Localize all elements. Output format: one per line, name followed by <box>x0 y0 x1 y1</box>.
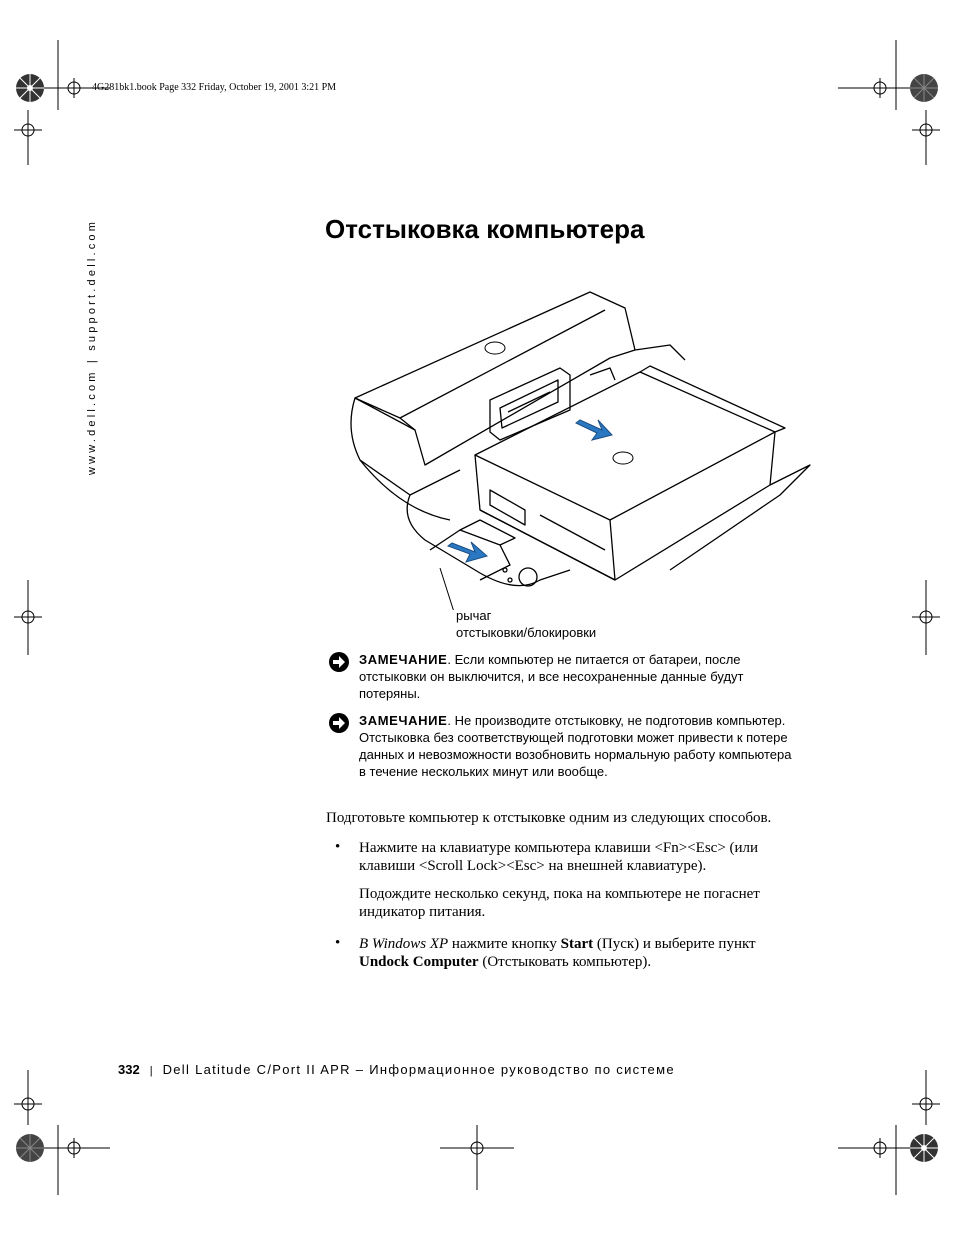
bullet-item-2-text-c: (Отстыковать компьютер). <box>478 954 652 970</box>
registration-rosette-top-left <box>15 73 45 103</box>
notice-arrow-icon <box>328 712 350 734</box>
notice-label: ЗАМЕЧАНИЕ <box>359 713 448 728</box>
notice-arrow-icon <box>328 651 350 673</box>
bullet-marker: • <box>335 839 341 855</box>
footer-title: Dell Latitude C/Port II APR – Информационное руководство по системе <box>162 1062 675 1077</box>
side-url: www.dell.com | support.dell.com <box>86 218 98 475</box>
bullet-item-2 <box>359 935 789 971</box>
registration-rosette-top-right <box>909 73 939 103</box>
notice-2: ЗАМЕЧАНИЕ. Не производите отстыковку, не подготовив компьютер. Отстыковка без соответствующей подготовки может привести к потере данных и невозможности возобновить нормальную работу компьютера в течение нескольких минут или вообще. <box>328 712 798 780</box>
page-title: Отстыковка компьютера <box>325 214 645 244</box>
bullet-item-1: Нажмите на клавиатуре компьютера клавиши <Fn><Esc> (или клавиши <Scroll Lock><Esc> на внешней клавиатуре). <box>359 840 759 874</box>
start-label: Start <box>560 936 594 952</box>
undocking-illustration <box>340 280 815 610</box>
lever-callout-line1: рычаг <box>456 608 492 623</box>
bullet-item-2-text-b: (Пуск) и выберите пункт <box>593 936 756 952</box>
page-number: 332 <box>118 1062 140 1077</box>
lever-callout <box>456 607 596 641</box>
bullet-item-1-subtext: Подождите несколько секунд, пока на компьютере не погаснет индикатор питания. <box>359 886 760 920</box>
notice-text: Не производите отстыковку, не подготовив компьютер. Отстыковка без соответствующей подготовки может привести к потере данных и невозможности возобновить нормальную работу компьютера в течение нескольких минут или вообще. <box>359 713 792 779</box>
registration-rosette-bottom-left <box>15 1133 45 1163</box>
registration-rosette-bottom-right <box>909 1133 939 1163</box>
print-file-header: 4G281bk1.book Page 332 Friday, October 19, 2001 3:21 PM <box>92 82 337 93</box>
notice-text: Если компьютер не питается от батареи, после отстыковки он выключится, и все несохраненные данные будут потеряны. <box>359 652 744 701</box>
bullet-marker: • <box>335 935 341 951</box>
intro-paragraph: Подготовьте компьютер к отстыковке одним из следующих способов. <box>326 810 772 826</box>
footer-separator: | <box>149 1065 153 1077</box>
lever-callout-line2: отстыковки/блокировки <box>456 625 597 640</box>
bullet-item-2-text-a: нажмите кнопку <box>448 936 561 952</box>
undock-computer-label: Undock Computer <box>359 954 479 970</box>
page-footer <box>118 1062 675 1077</box>
notice-label: ЗАМЕЧАНИЕ <box>359 652 448 667</box>
bullet-item-2-italic: В Windows XP <box>359 936 449 952</box>
notice-1: ЗАМЕЧАНИЕ. Если компьютер не питается от батареи, после отстыковки он выключится, и все несохраненные данные будут потеряны. <box>328 651 798 702</box>
